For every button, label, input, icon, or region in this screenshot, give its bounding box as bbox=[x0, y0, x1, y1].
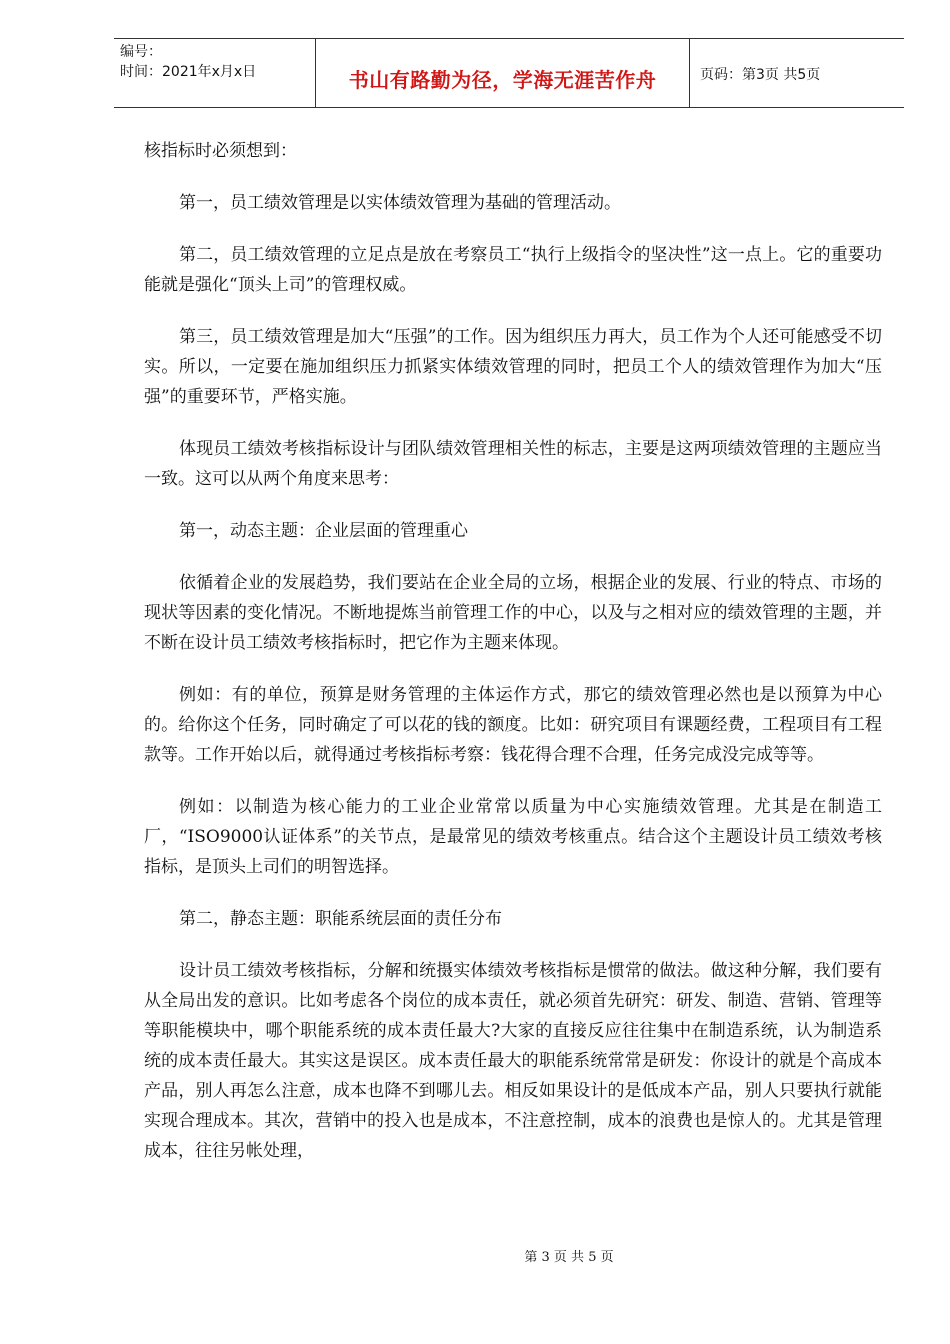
document-body bbox=[144, 136, 882, 1188]
paragraph: 例如：有的单位，预算是财务管理的主体运作方式，那它的绩效管理必然也是以预算为中心的。给你这个任务，同时确定了可以花的钱的额度。比如：研究项目有课题经费，工程项目有工程款等。工作开始以后，就得通过考核指标考察：钱花得合理不合理，任务完成没完成等等。 bbox=[144, 685, 882, 765]
header-meta bbox=[114, 39, 316, 107]
paragraph: 体现员工绩效考核指标设计与团队绩效管理相关性的标志，主要是这两项绩效管理的主题应当一致。这可以从两个角度来思考： bbox=[144, 439, 882, 489]
paragraph: 依循着企业的发展趋势，我们要站在企业全局的立场，根据企业的发展、行业的特点、市场的现状等因素的变化情况。不断地提炼当前管理工作的中心，以及与之相对应的绩效管理的主题，并不断在设计员工绩效考核指标时，把它作为主题来体现。 bbox=[144, 573, 882, 653]
header-motto-cell bbox=[316, 39, 690, 107]
document-number: 编号： bbox=[120, 44, 162, 60]
section-heading: 第二，静态主题：职能系统层面的责任分布 bbox=[179, 909, 502, 929]
header-page-number: 页码：第3页 共5页 bbox=[700, 67, 821, 83]
document-date: 时间：2021年x月x日 bbox=[120, 64, 257, 80]
paragraph: 例如：以制造为核心能力的工业企业常常以质量为中心实施绩效管理。尤其是在制造工厂，“ISO9000认证体系”的关节点，是最常见的绩效考核重点。结合这个主题设计员工绩效考核指标，是顶头上司们的明智选择。 bbox=[144, 797, 882, 877]
page-footer bbox=[0, 1246, 950, 1265]
paragraph: 第三，员工绩效管理是加大“压强”的工作。因为组织压力再大，员工作为个人还可能感受不切实。所以，一定要在施加组织压力抓紧实体绩效管理的同时，把员工个人的绩效管理作为加大“压强”的重要环节，严格实施。 bbox=[144, 327, 882, 407]
paragraph: 核指标时必须想到： bbox=[144, 141, 297, 161]
header-motto: 书山有路勤为径，学海无涯苦作舟 bbox=[348, 67, 657, 92]
footer-page-number: 第 3 页 共 5 页 bbox=[524, 1250, 614, 1265]
header-page-cell bbox=[690, 39, 904, 107]
paragraph: 第二，员工绩效管理的立足点是放在考察员工“执行上级指令的坚决性”这一点上。它的重要功能就是强化“顶头上司”的管理权威。 bbox=[144, 245, 882, 295]
section-heading: 第一，动态主题：企业层面的管理重心 bbox=[179, 521, 468, 541]
paragraph: 第一，员工绩效管理是以实体绩效管理为基础的管理活动。 bbox=[179, 193, 621, 213]
paragraph: 设计员工绩效考核指标，分解和统摄实体绩效考核指标是惯常的做法。做这种分解，我们要有从全局出发的意识。比如考虑各个岗位的成本责任，就必须首先研究：研发、制造、营销、管理等等职能模块中，哪个职能系统的成本责任最大?大家的直接反应往往集中在制造系统，认为制造系统的成本责任最大。其实这是误区。成本责任最大的职能系统常常是研发：你设计的就是个高成本产品，别人再怎么注意，成本也降不到哪儿去。相反如果设计的是低成本产品，别人只要执行就能实现合理成本。其次，营销中的投入也是成本，不注意控制，成本的浪费也是惊人的。尤其是管理成本，往往另帐处理， bbox=[144, 961, 882, 1161]
page-header bbox=[114, 38, 904, 108]
